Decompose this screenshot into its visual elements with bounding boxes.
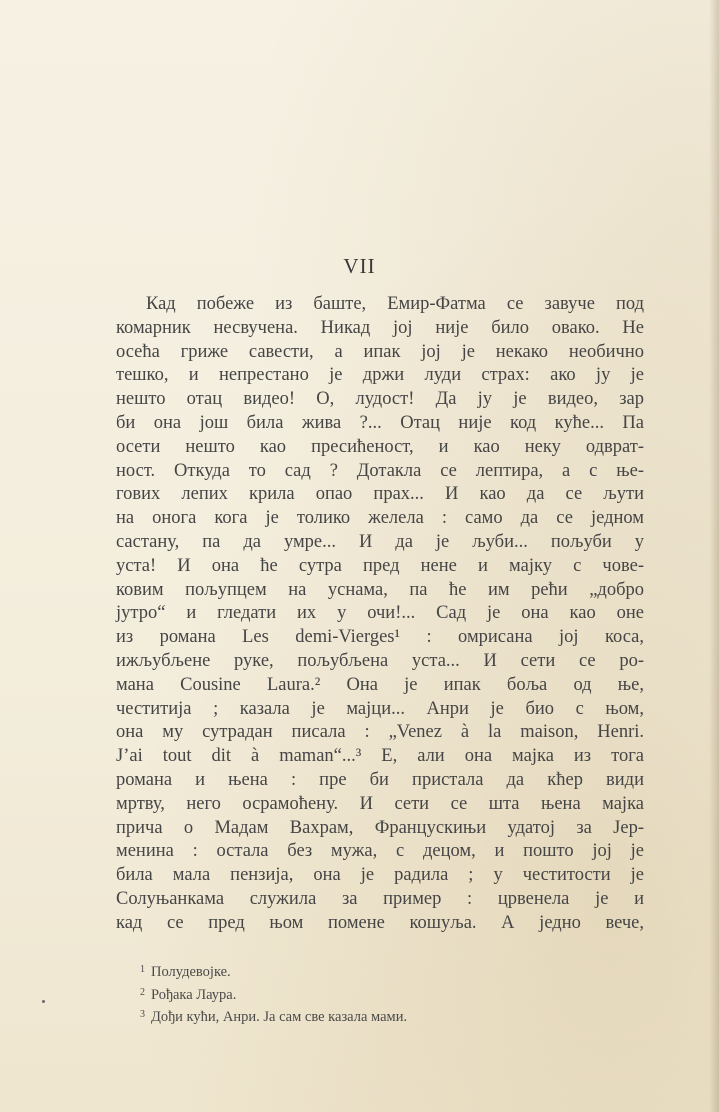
footnote-text: Рођака Лаура.: [151, 986, 237, 1003]
text-line: уста! И она ће сутра пред нене и мајку с чове-: [116, 555, 644, 576]
footnote: [140, 960, 407, 983]
footnotes: [140, 960, 407, 1028]
footnote-text: Дођи кући, Анри. Ја сам све казала мами.: [151, 1009, 408, 1025]
text-line: ковим пољупцем на уснама, па ће им рећи „добро: [116, 579, 644, 600]
text-line: јутро“ и гледати их у очи!... Сад је она као оне: [116, 603, 644, 624]
text-line: Кад побеже из баште, Емир-Фатма се завуче под: [146, 294, 644, 314]
text-line: менина : остала без мужа, с децом, и пошто јој је: [116, 841, 644, 862]
text-line: J’ai tout dit à maman“...³ Е, али она мајка из тога: [116, 746, 644, 767]
chapter-heading: VII: [343, 254, 376, 278]
footnote-text: Полудевојке.: [151, 964, 231, 980]
text-line: мртву, него осрамоћену. И сети се шта њена мајка: [116, 793, 644, 814]
text-line: би она још била жива ?... Отац није код куће... Па: [116, 412, 644, 433]
text-line: комарник несвучена. Никад јој није било овако. Не: [116, 317, 644, 338]
text-line: ижљубљене руке, пољубљена уста... И сети се ро-: [116, 650, 644, 671]
text-line: кад се пред њом помене кошуља. А једно вече,: [116, 912, 644, 933]
text-line: из романа Les demi-Vierges¹ : омрисана јој коса,: [116, 627, 644, 648]
footnote-marker: 3: [140, 1009, 145, 1020]
text-line: била мала пензија, она је радила ; у честитости је: [116, 865, 644, 886]
footnote: [140, 1005, 407, 1028]
text-line: честитија ; казала је мајци... Анри је био с њом,: [116, 698, 644, 719]
footnote-marker: 2: [140, 986, 145, 998]
text-line: састану, па да умре... И да је љуби... пољуби у: [116, 531, 644, 552]
margin-speck: [42, 1000, 45, 1003]
footnote-marker: 1: [140, 964, 145, 975]
text-line: нешто отац видео! О, лудост! Да ју је видео, зар: [116, 389, 644, 410]
text-line: гових лепих крила опао прах... И као да се љути: [116, 484, 644, 505]
text-line: Солуњанкама служила за пример : црвенела је и: [116, 888, 644, 909]
text-line: осети нешто као пресићеност, и као неку одврат-: [116, 436, 644, 457]
text-line: романа и њена : пре би пристала да кћер види: [116, 769, 644, 790]
body-text: [116, 293, 644, 936]
text-line: она му сутрадан писала : „Venez à la maison, Henri.: [116, 722, 644, 743]
text-line: осећа гриже савести, а ипак јој је некако необично: [116, 341, 644, 362]
text-line: тешко, и непрестано је држи луди страх: ако ју је: [116, 365, 644, 386]
footnote: [140, 983, 407, 1006]
text-line: на онога кога је толико желела : само да се једном: [116, 508, 644, 529]
text-line: мана Cousine Laura.² Она је ипак боља од ње,: [116, 674, 644, 695]
text-line: ност. Откуда то сад ? Дотакла се лептира, а с ње-: [116, 460, 644, 481]
text-line: прича о Мадам Вахрам, Францускињи удатој за Јер-: [116, 817, 644, 838]
